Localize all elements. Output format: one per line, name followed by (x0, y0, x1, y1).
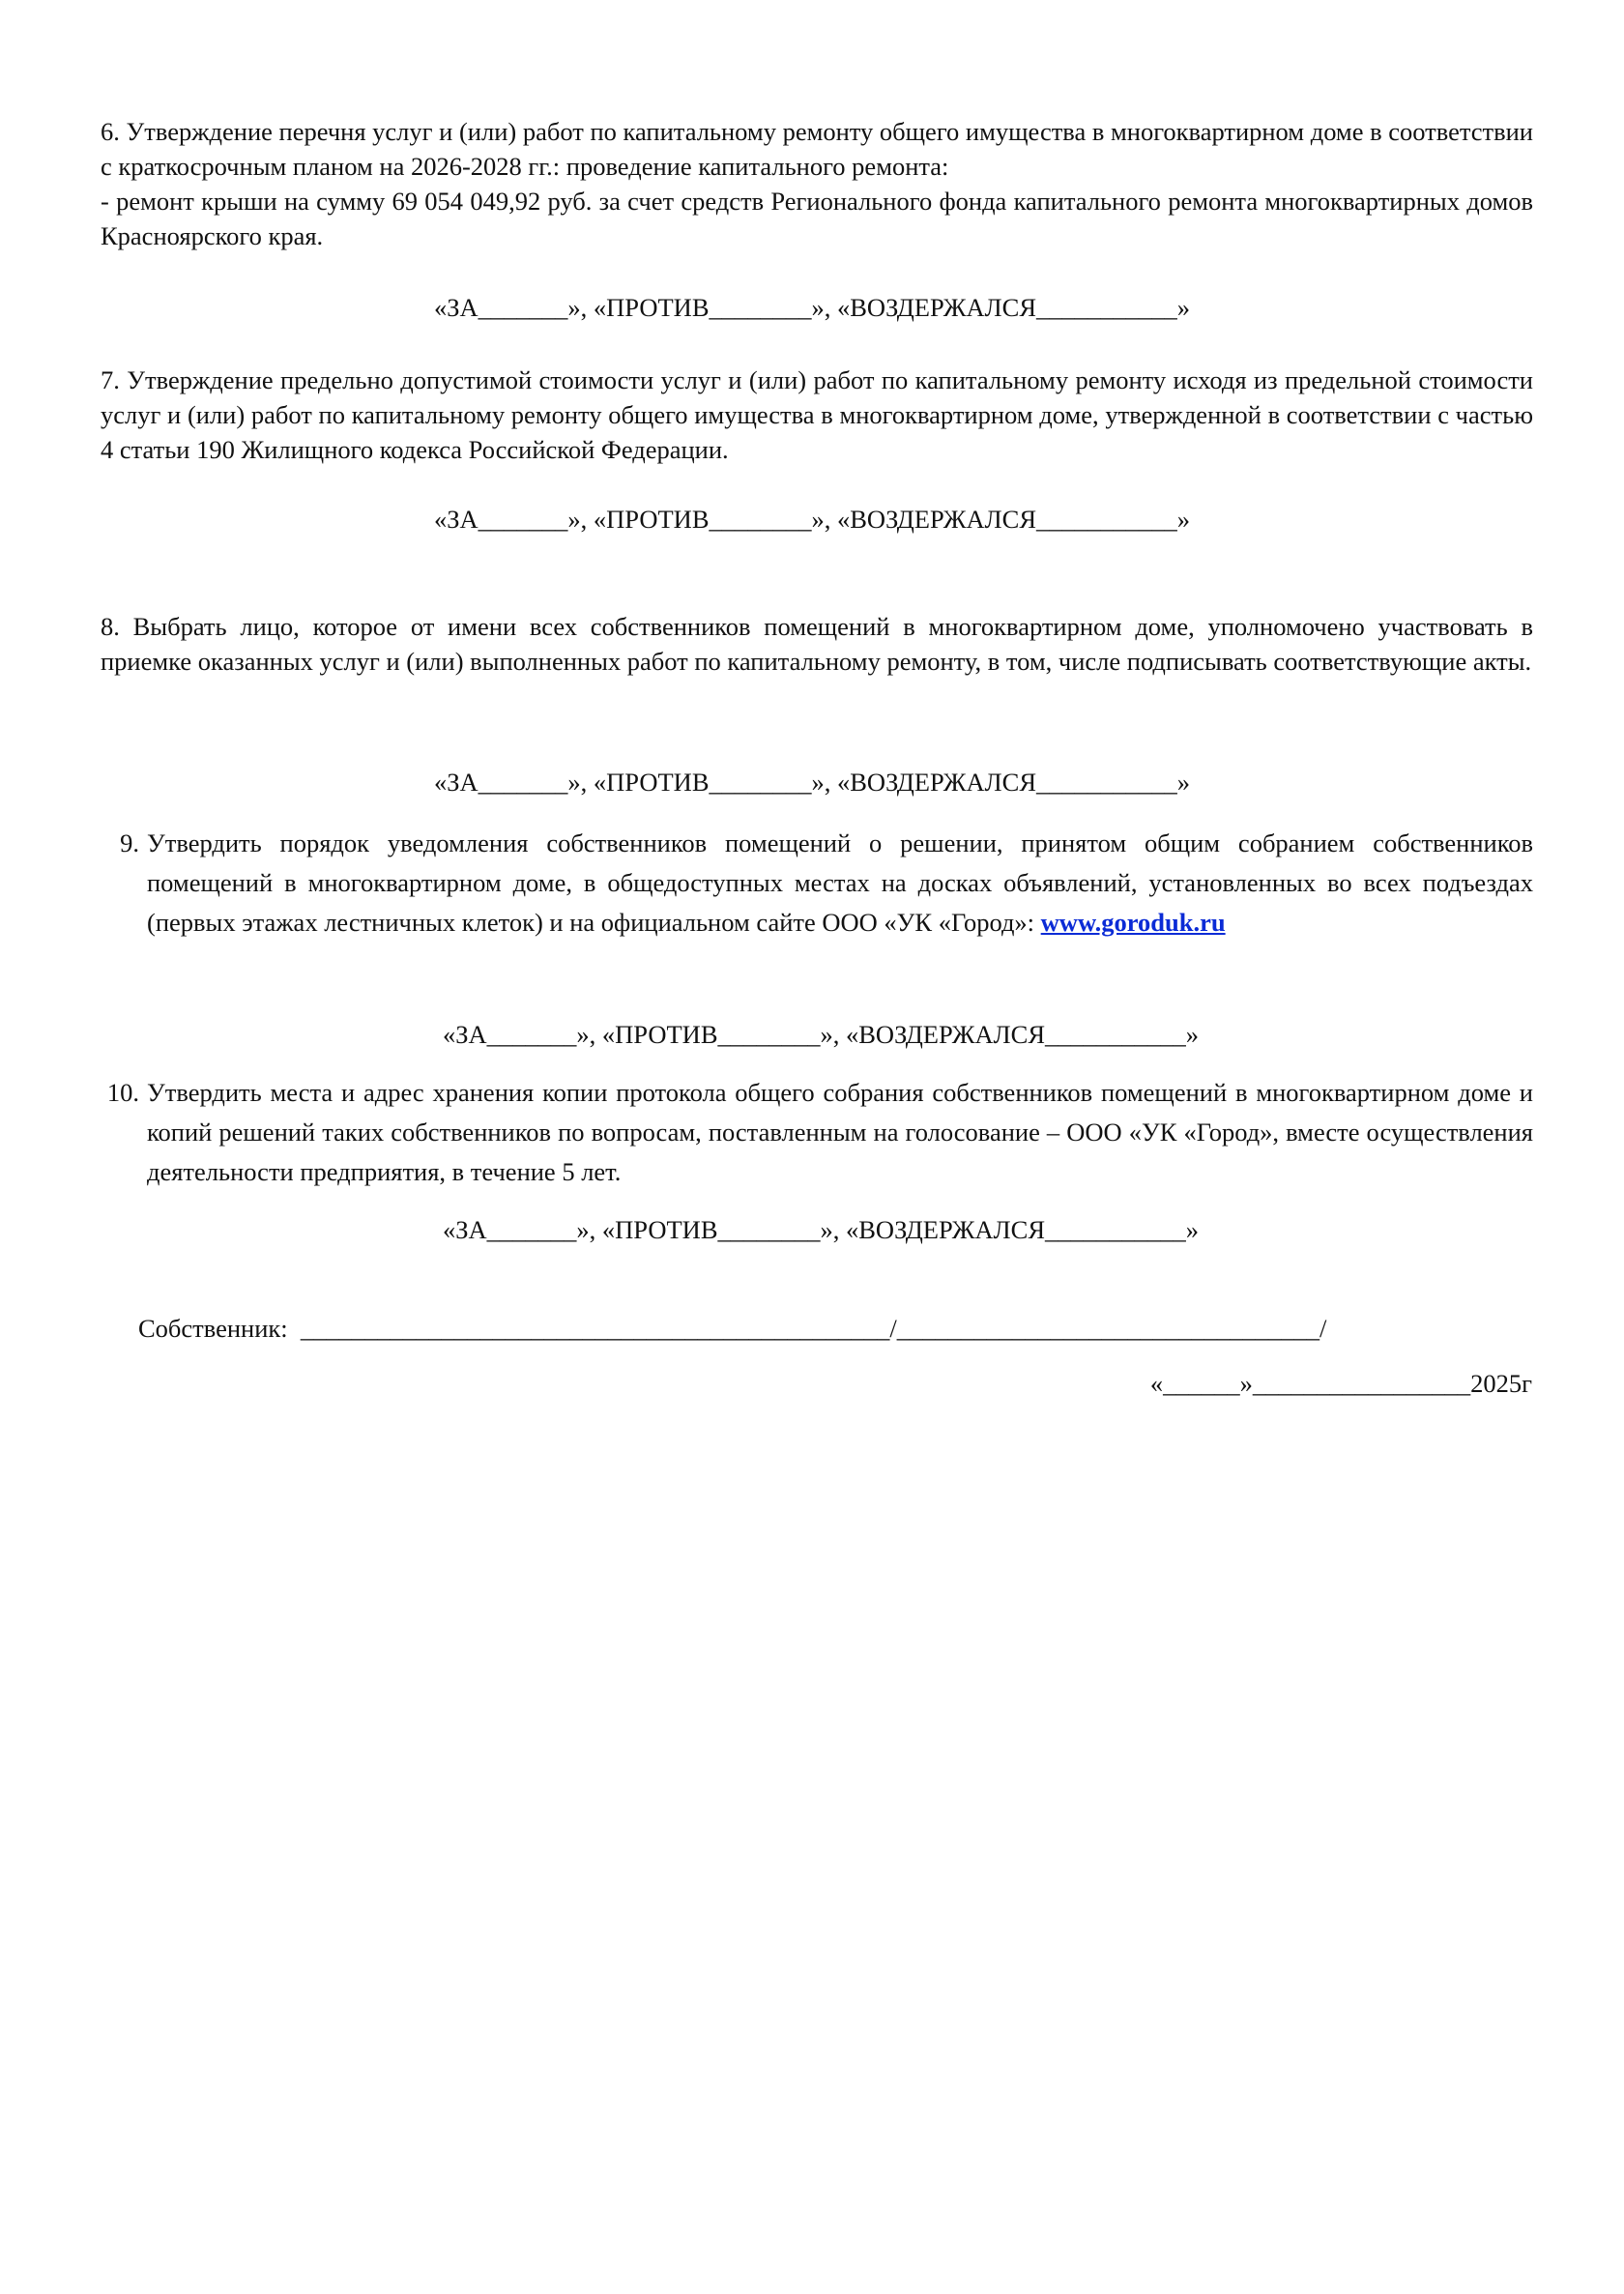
item-10-number: 10. (106, 1078, 139, 1107)
item-6 (101, 114, 1533, 253)
item-10 (101, 1073, 1533, 1192)
item-7-text: 7. Утверждение предельно допустимой стоимости услуг и (или) работ по капитальному ремонту исходя из предельной стоимости услуг и (или) работ по капитальному ремонту общего имущества в многоквартирном доме, утвержденной в соответствии с частью 4 статьи 190 Жилищного кодекса Российской Федерации. (101, 365, 1533, 464)
site-link[interactable]: www.goroduk.ru (1040, 908, 1226, 937)
owner-signature-line: Собственник: ______________________________________________/_________________________________/ (138, 1314, 1327, 1343)
item-9-vote: «ЗА_______», «ПРОТИВ________», «ВОЗДЕРЖАЛСЯ___________» (443, 1020, 1199, 1049)
item-10-text: Утвердить места и адрес хранения копии протокола общего собрания собственников помещений в многоквартирном доме и копий решений таких собственников по вопросам, поставленным на голосование – ООО «УК «Город», вместе осуществления деятельности предприятия, в течение 5 лет. (147, 1078, 1533, 1186)
item-8 (101, 609, 1533, 679)
signature-date-line: «______»_________________2025г (1149, 1369, 1532, 1398)
item-10-vote: «ЗА_______», «ПРОТИВ________», «ВОЗДЕРЖАЛСЯ___________» (443, 1215, 1199, 1244)
item-9-body (147, 824, 1533, 943)
item-6-vote: «ЗА_______», «ПРОТИВ________», «ВОЗДЕРЖАЛСЯ___________» (434, 293, 1190, 322)
item-9-number: 9. (120, 828, 139, 857)
item-7 (101, 363, 1533, 467)
item-8-vote: «ЗА_______», «ПРОТИВ________», «ВОЗДЕРЖАЛСЯ___________» (434, 768, 1190, 797)
item-9 (101, 824, 1533, 943)
item-7-vote: «ЗА_______», «ПРОТИВ________», «ВОЗДЕРЖАЛСЯ___________» (434, 505, 1190, 534)
item-6-subtext: - ремонт крыши на сумму 69 054 049,92 руб. за счет средств Регионального фонда капитального ремонта многоквартирных домов Красноярского края. (101, 187, 1533, 250)
item-9-text: Утвердить порядок уведомления собственников помещений о решении, принятом общим собранием собственников помещений в многоквартирном доме, в общедоступных местах на досках объявлений, установленных во всех подъездах (первых этажах лестничных клеток) и на официальном сайте ООО «УК «Город»: (147, 828, 1533, 937)
item-6-text: 6. Утверждение перечня услуг и (или) работ по капитальному ремонту общего имущества в многоквартирном доме в соответствии с краткосрочным планом на 2026-2028 гг.: проведение капитального ремонта: (101, 117, 1533, 181)
item-8-text: 8. Выбрать лицо, которое от имени всех собственников помещений в многоквартирном доме, уполномочено участвовать в приемке оказанных услуг и (или) выполненных работ по капитальному ремонту, в том, числе подписывать соответствующие акты. (101, 612, 1533, 676)
